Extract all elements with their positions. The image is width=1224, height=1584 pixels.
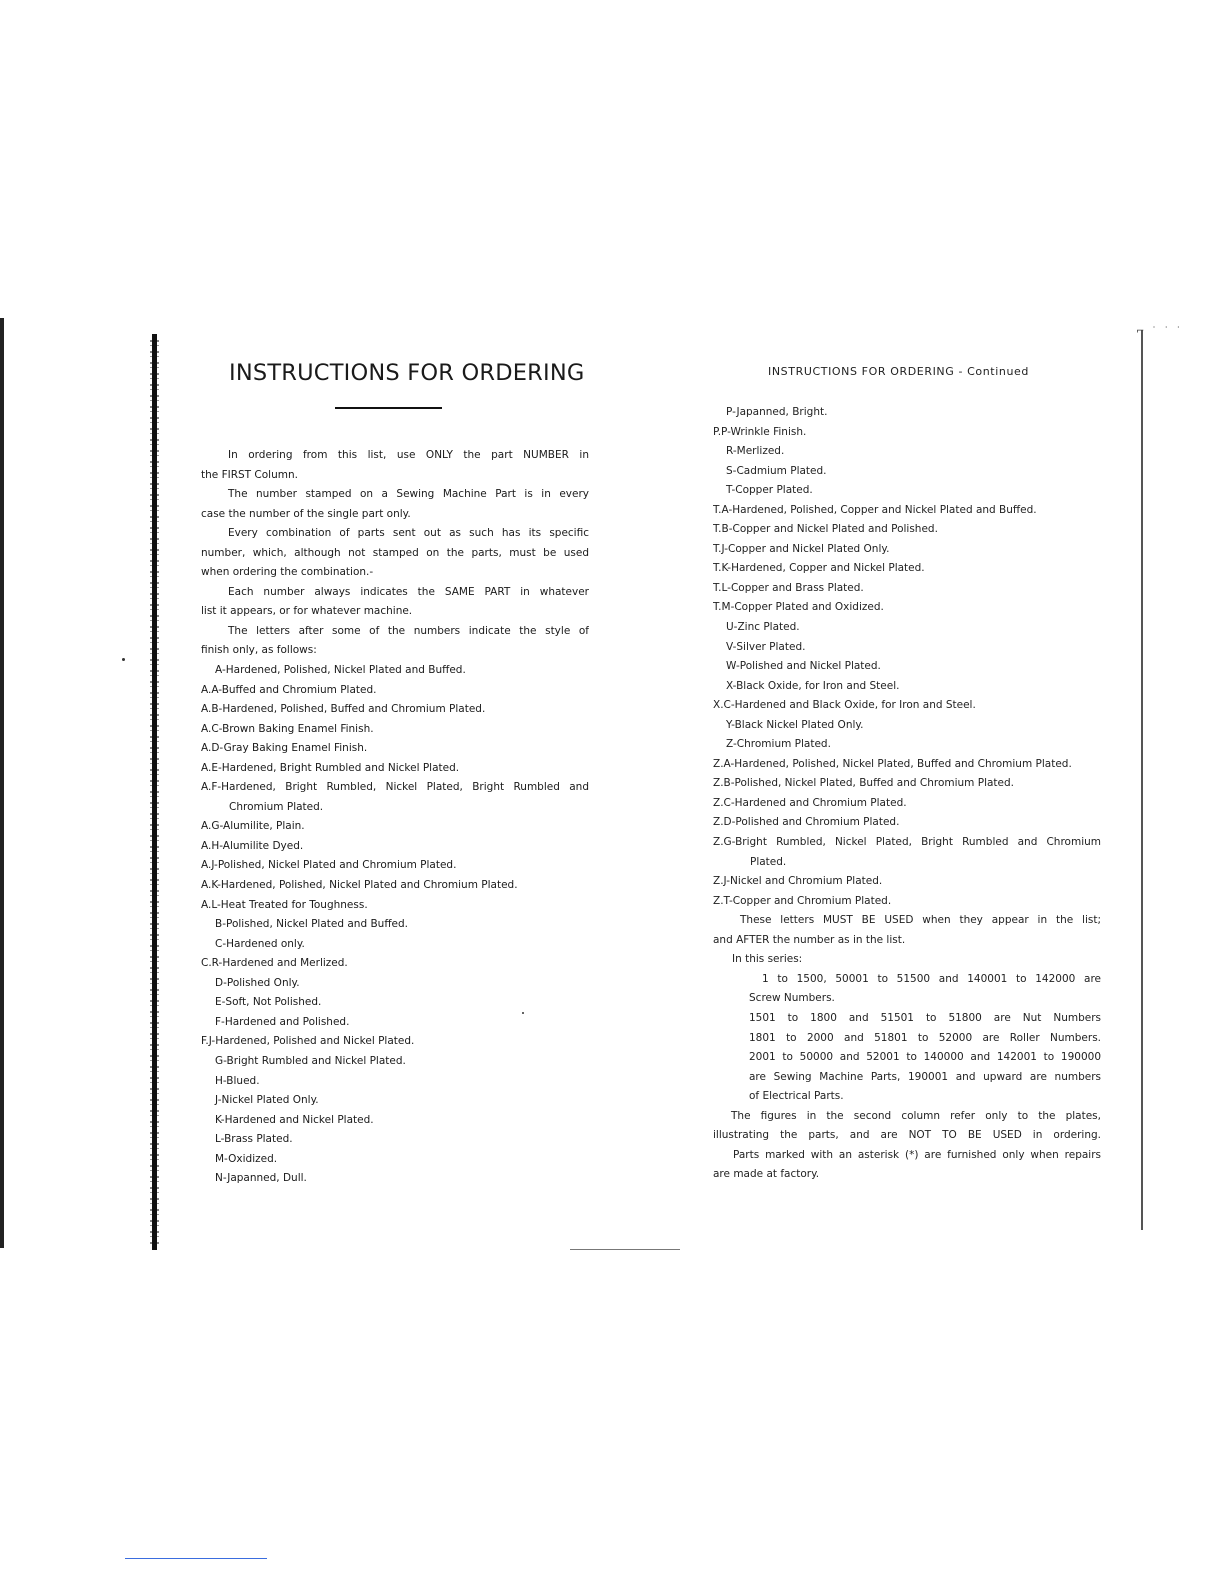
intro-line: number, which, although not stamped on the parts, must be used	[201, 546, 589, 559]
note-line: and AFTER the number as in the list.	[713, 933, 906, 946]
intro-line: list it appears, or for whatever machine.	[201, 605, 413, 618]
finish-item: G-Bright Rumbled and Nickel Plated.	[215, 1054, 406, 1067]
note-line: These letters MUST BE USED when they appear in the list;	[740, 914, 1101, 927]
finish-item: A.J-Polished, Nickel Plated and Chromium Plated.	[201, 859, 457, 872]
finish-item: Z.C-Hardened and Chromium Plated.	[713, 796, 907, 809]
running-heading: INSTRUCTIONS FOR ORDERING - Continued	[768, 365, 1029, 378]
finish-item: Z-Chromium Plated.	[726, 738, 831, 751]
finish-item: F-Hardened and Polished.	[215, 1015, 350, 1028]
finish-item: Z.B-Polished, Nickel Plated, Buffed and Chromium Plated.	[713, 777, 1015, 790]
finish-item: E-Soft, Not Polished.	[215, 996, 322, 1009]
finish-item: D-Polished Only.	[215, 976, 300, 989]
title-divider	[335, 407, 442, 409]
page-edge-left	[0, 318, 4, 1248]
finish-item: T.A-Hardened, Polished, Copper and Nickel Plated and Buffed.	[713, 503, 1037, 516]
finish-item: P.P-Wrinkle Finish.	[713, 425, 807, 438]
series-line: are Sewing Machine Parts, 190001 and upward are numbers	[749, 1070, 1101, 1083]
intro-line: the FIRST Column.	[201, 468, 298, 481]
right-page-body	[713, 403, 1101, 1185]
binding-gutter	[152, 334, 157, 1250]
finish-item: C-Hardened only.	[215, 937, 305, 950]
left-page-body	[201, 446, 589, 1189]
finish-item: F.J-Hardened, Polished and Nickel Plated.	[201, 1035, 415, 1048]
series-line: 1501 to 1800 and 51501 to 51800 are Nut Numbers	[749, 1011, 1101, 1024]
finish-item: Z.A-Hardened, Polished, Nickel Plated, Buffed and Chromium Plated.	[713, 757, 1072, 770]
finish-item: U-Zinc Plated.	[726, 621, 800, 634]
finish-item: Z.T-Copper and Chromium Plated.	[713, 894, 892, 907]
page-edge-right	[1141, 330, 1143, 1230]
series-line: Screw Numbers.	[749, 992, 835, 1005]
finish-item: A.K-Hardened, Polished, Nickel Plated and Chromium Plated.	[201, 879, 518, 892]
intro-line: Every combination of parts sent out as such has its specific	[228, 527, 589, 540]
finish-item: N-Japanned, Dull.	[215, 1172, 307, 1185]
series-line: of Electrical Parts.	[749, 1090, 844, 1103]
finish-item: S-Cadmium Plated.	[726, 464, 827, 477]
series-line: 1801 to 2000 and 51801 to 52000 are Roller Numbers.	[749, 1031, 1101, 1044]
finish-item: A.B-Hardened, Polished, Buffed and Chromium Plated.	[201, 703, 486, 716]
finish-item: H-Blued.	[215, 1074, 260, 1087]
finish-item: T.J-Copper and Nickel Plated Only.	[713, 542, 890, 555]
note-line: The figures in the second column refer only to the plates,	[731, 1109, 1101, 1122]
finish-item: T.M-Copper Plated and Oxidized.	[713, 601, 884, 614]
finish-item-continued: Plated.	[750, 855, 787, 868]
finish-item: Z.J-Nickel and Chromium Plated.	[713, 875, 883, 888]
finish-item: J-Nickel Plated Only.	[215, 1094, 319, 1107]
finish-item: C.R-Hardened and Merlized.	[201, 957, 348, 970]
finish-item: M-Oxidized.	[215, 1152, 278, 1165]
note-line: illustrating the parts, and are NOT TO BE USED in ordering.	[713, 1129, 1101, 1142]
series-line: 2001 to 50000 and 52001 to 140000 and 142001 to 190000	[749, 1051, 1101, 1064]
finish-item: A.A-Buffed and Chromium Plated.	[201, 683, 377, 696]
finish-item: B-Polished, Nickel Plated and Buffed.	[215, 918, 409, 931]
finish-item: V-Silver Plated.	[726, 640, 806, 653]
intro-line: finish only, as follows:	[201, 644, 317, 657]
finish-item: A.F-Hardened, Bright Rumbled, Nickel Plated, Bright Rumbled and	[201, 781, 589, 794]
intro-line: In ordering from this list, use ONLY the part NUMBER in	[228, 449, 589, 461]
finish-item: Z.G-Bright Rumbled, Nickel Plated, Bright Rumbled and Chromium	[713, 836, 1101, 849]
intro-line: The number stamped on a Sewing Machine Part is in every	[228, 488, 589, 501]
finish-item: X-Black Oxide, for Iron and Steel.	[726, 679, 900, 692]
finish-item: A.E-Hardened, Bright Rumbled and Nickel Plated.	[201, 761, 460, 774]
finish-item: A.L-Heat Treated for Toughness.	[201, 898, 368, 911]
intro-line: when ordering the combination.-	[201, 566, 374, 579]
finish-item: L-Brass Plated.	[215, 1133, 293, 1146]
scan-mark: ⌐ ˙ ˙ ˙	[1136, 326, 1183, 337]
note-line: In this series:	[732, 953, 803, 966]
finish-item: Y-Black Nickel Plated Only.	[726, 718, 864, 731]
scan-line	[125, 1558, 267, 1559]
finish-item: A.C-Brown Baking Enamel Finish.	[201, 722, 374, 735]
finish-item: A.G-Alumilite, Plain.	[201, 820, 305, 833]
finish-item: X.C-Hardened and Black Oxide, for Iron and Steel.	[713, 699, 976, 712]
scan-speck	[122, 658, 125, 661]
finish-item: W-Polished and Nickel Plated.	[726, 660, 881, 673]
finish-item: T.L-Copper and Brass Plated.	[713, 581, 864, 594]
finish-item: R-Merlized.	[726, 445, 785, 458]
finish-item: A.D-Gray Baking Enamel Finish.	[201, 742, 368, 755]
finish-item: T.B-Copper and Nickel Plated and Polished.	[713, 523, 938, 536]
note-line: Parts marked with an asterisk (*) are furnished only when repairs	[733, 1148, 1101, 1161]
intro-line: case the number of the single part only.	[201, 507, 411, 520]
series-line: 1 to 1500, 50001 to 51500 and 140001 to 142000 are	[762, 972, 1101, 985]
finish-item: K-Hardened and Nickel Plated.	[215, 1113, 374, 1126]
finish-item-continued: Chromium Plated.	[229, 800, 324, 813]
finish-item: A.H-Alumilite Dyed.	[201, 839, 304, 852]
finish-item: T-Copper Plated.	[726, 484, 813, 497]
intro-line: The letters after some of the numbers indicate the style of	[228, 624, 589, 637]
bottom-rule	[570, 1249, 680, 1250]
page-title: INSTRUCTIONS FOR ORDERING	[229, 360, 585, 386]
finish-item: T.K-Hardened, Copper and Nickel Plated.	[713, 562, 925, 575]
note-line: are made at factory.	[713, 1168, 820, 1181]
finish-item: Z.D-Polished and Chromium Plated.	[713, 816, 900, 829]
intro-line: Each number always indicates the SAME PART in whatever	[228, 585, 589, 598]
finish-item: A-Hardened, Polished, Nickel Plated and Buffed.	[215, 664, 466, 677]
finish-item: P-Japanned, Bright.	[726, 406, 828, 418]
